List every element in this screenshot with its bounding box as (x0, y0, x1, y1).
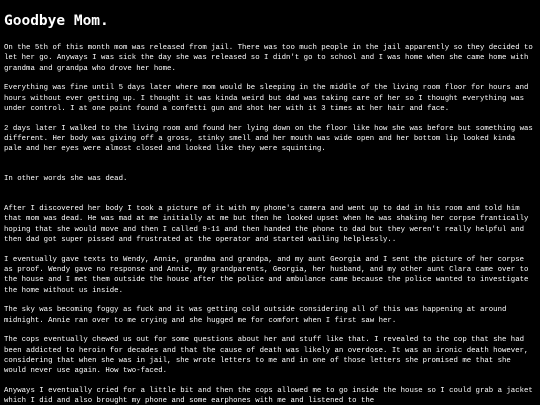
paragraph-found-lying-down: 2 days later I walked to the living room and found her lying down on the floor like how she was before but something was different. Her body was giving off a gross, stinky smell and her mouth was wide open and her bottom lip looked kinda pale and her eyes were almost closed and looked like they were squinting. (4, 124, 533, 154)
paragraph-she-was-dead: In other words she was dead. (4, 174, 128, 183)
paragraph-foggy-night: The sky was becoming foggy as fuck and it was getting cold outside considering all of this was happening at around midnight. Annie ran over to me crying and she hugged me for comfort when I first saw her. (4, 306, 507, 325)
paragraph-release-from-jail: On the 5th of this month mom was released from jail. There was too much people in the jail apparently so they decided to let her go. Anyways I was sick the day she was released so I didn't go to school and I was home when she came home with grandma and grandpa who drove her home. (4, 44, 533, 73)
paragraph-told-dad: After I discovered her body I took a picture of it with my phone's camera and went up to dad in his room and told him that mom was dead. He was mad at me initially at me but then he looked upset when he was shaking her corpse frantically hoping that she would move and then I called 9-11 and then handed the phone to dad but they weren't really helpful and then dad got super pissed and frustrated at the operator and started wailing helplessly.. (4, 204, 529, 244)
paragraph-cops-questions: The cops eventually chewed us out for some questions about her and stuff like that. I revealed to the cop that she had been addicted to heroin for decades and that the cause of death was likely an overdose. It was an ironic death however, considering that when she was in jail, she wrote letters to me and in one of those letters she promised me that she would never use again. How two-faced. (4, 336, 529, 376)
paragraph-cried-inside: Anyways I eventually cried for a little bit and then the cops allowed me to go inside the house so I could grab a jacket which I did and also brought my phone and some earphones with me and listened to the (4, 387, 533, 405)
paragraph-texted-family: I eventually gave texts to Wendy, Annie, grandma and grandpa, and my aunt Georgia and I sent the picture of her corpse as proof. Wendy gave no response and Annie, my grandparents, Georgia, her husband, and my other aunt Clara came over to the house and I met them outside the house after the police and ambulance came because the police wanted to investigate the home without us inside. (4, 255, 529, 295)
paragraph-sleeping-on-floor: Everything was fine until 5 days later where mom would be sleeping in the middle of the living room floor for hours and hours without ever getting up. I thought it was kinda weird but dad was taking care of her so I thought everything was under control. I at one point found a confetti gun and shot her with it 3 times at her hair and face. (4, 84, 529, 113)
document-title: Goodbye Mom. (4, 13, 109, 29)
